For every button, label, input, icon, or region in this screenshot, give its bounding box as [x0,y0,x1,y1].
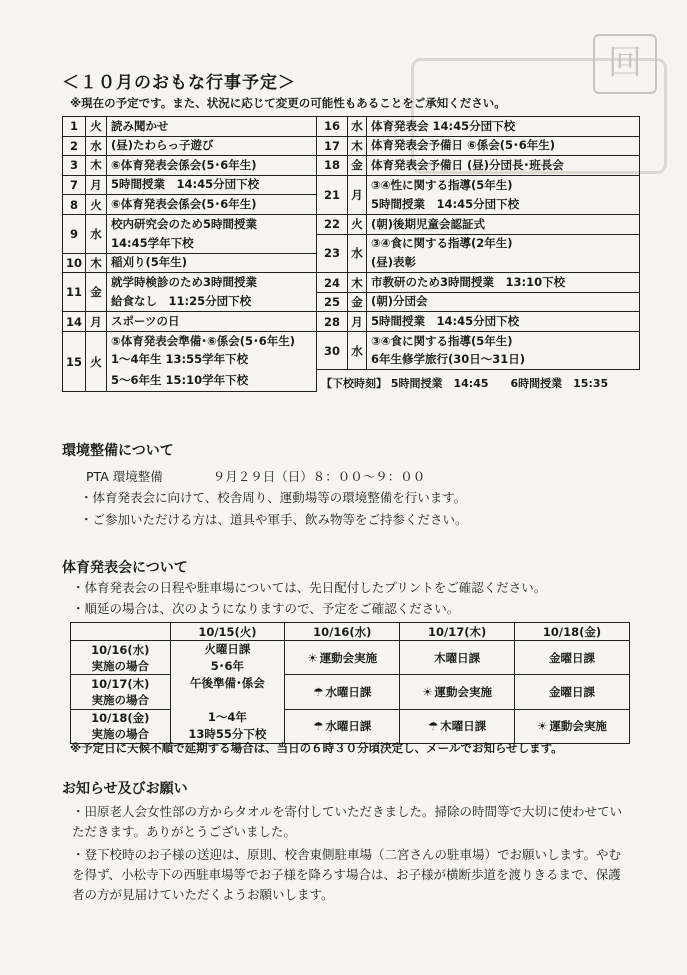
day-cell: 25 [317,292,348,312]
schedule-note: ※現在の予定です。また、状況に応じて変更の可能性もあることをご承知ください。 [70,96,506,110]
env-line1: PTA 環境整備 ９月２９日（日）８：００～９：００ [86,469,426,484]
schedule-table [62,116,640,392]
event-cell: 就学時検診のため3時間授業 [107,273,317,293]
day-cell: 30 [317,332,348,370]
day-cell: 21 [317,175,348,214]
event-cell: 稲刈り(5年生) [107,253,317,273]
day-cell: 14 [63,312,86,332]
schedule-row [63,370,640,392]
env-line2: ・体育発表会に向けて、校舎周り、運動場等の環境整備を行います。 [80,490,467,505]
postpone-note: ※予定日に天候不順で延期する場合は、当日の６時３０分頃決定し、メールでお知らせします。 [70,741,563,755]
event-cell: 5～6年生 15:10学年下校 [107,370,317,392]
schedule-row [63,292,640,312]
day-cell: 23 [317,234,348,273]
cell: ☂ 水曜日課 [285,675,400,709]
row-label: 10/18(金) 実施の場合 [71,709,171,743]
notice-item-2: ・登下校時のお子様の送迎は、原則、校舎東側駐車場（二宮さんの駐車場）でお願いします。やむを得ず、小松寺下の西駐車場等でお子様を降ろす場合は、お子様が横断歩道を渡りきるまで、保護者の方が見届けていただくようお願いします。 [72,847,622,902]
day-cell: 16 [317,117,348,137]
event-cell: 14:45学年下校 [107,234,317,253]
event-cell: ③④性に関する指導(5年生) [367,175,640,195]
sun-icon: ☀ [537,719,548,734]
row-label: 10/16(水) 実施の場合 [71,641,171,675]
schedule-row [63,214,640,234]
weekday-cell: 月 [86,175,107,195]
event-cell: 市教研のため3時間授業 13:10下校 [367,273,640,293]
weekday-cell: 金 [86,273,107,312]
weekday-cell: 火 [86,195,107,215]
day-cell: 1 [63,117,86,137]
weekday-cell: 木 [86,253,107,273]
postpone-table [70,622,630,744]
day-cell: 28 [317,312,348,332]
schedule-row [63,156,640,176]
corner-cell [71,623,171,641]
weekday-cell: 水 [86,136,107,156]
weekday-cell: 木 [348,136,367,156]
schedule-row [63,175,640,195]
weekday-cell: 月 [86,312,107,332]
env-title: 環境整備について [62,443,174,459]
schedule-row [63,312,640,332]
event-cell: ③④食に関する指導(2年生) [367,234,640,253]
event-cell: 読み聞かせ [107,117,317,137]
weekday-cell: 金 [348,292,367,312]
weekday-cell: 水 [348,234,367,273]
event-cell: ⑤体育発表会準備･⑥係会(5･6年生) [107,332,317,351]
weekday-cell: 木 [348,273,367,293]
day-cell: 17 [317,136,348,156]
event-cell: 校内研究会のため5時間授業 [107,214,317,234]
event-cell: ⑥体育発表会係会(5･6年生) [107,195,317,215]
event-cell: (昼)表彰 [367,253,640,273]
sports-line2: ・順延の場合は、次のようになりますので、予定をご確認ください。 [72,601,460,616]
cell: ☀ 運動会実施 [285,641,400,675]
col-1015-cell: 火曜日課 5･6年 午後準備･係会 1～4年 13時55分下校 [170,641,285,744]
day-cell: 24 [317,273,348,293]
event-cell: 給食なし 11:25分団下校 [107,292,317,312]
weekday-cell: 金 [348,156,367,176]
env-line3: ・ご参加いただける方は、道具や軍手、飲み物等をご持参ください。 [80,512,468,527]
header-1015: 10/15(火) [170,623,285,641]
weekday-cell: 水 [348,332,367,370]
schedule-title: ＜１０月のおもな行事予定＞ [62,73,296,93]
schedule-row [63,234,640,253]
cell: ☀ 運動会実施 [515,709,630,743]
header-1018: 10/18(金) [515,623,630,641]
event-cell: (朝)分団会 [367,292,640,312]
event-cell: 体育発表会予備日 (昼)分団長･班長会 [367,156,640,176]
day-cell: 9 [63,214,86,253]
day-cell: 10 [63,253,86,273]
cell: 木曜日課 [400,641,515,675]
cell: ☂ 木曜日課 [400,709,515,743]
event-cell: 1～4年生 13:55学年下校 [107,351,317,370]
event-cell: 5時間授業 14:45分団下校 [107,175,317,195]
umbrella-icon: ☂ [313,719,324,734]
event-cell: スポーツの日 [107,312,317,332]
day-cell: 15 [63,332,86,392]
event-cell: 体育発表会 14:45分団下校 [367,117,640,137]
day-cell: 22 [317,214,348,234]
day-cell: 18 [317,156,348,176]
sun-icon: ☀ [422,684,433,699]
weekday-cell: 水 [348,117,367,137]
day-cell: 8 [63,195,86,215]
dismissal-times: 【下校時刻】 5時間授業 14:45 6時間授業 15:35 [321,376,609,390]
cell: ☀ 運動会実施 [400,675,515,709]
event-cell: (朝)後期児童会認証式 [367,214,640,234]
event-cell: 6年生修学旅行(30日～31日) [367,351,640,370]
cell: 金曜日課 [515,675,630,709]
umbrella-icon: ☂ [313,684,324,699]
weekday-cell: 月 [348,175,367,214]
event-cell: ③④食に関する指導(5年生) [367,332,640,351]
umbrella-icon: ☂ [427,719,439,734]
day-cell: 3 [63,156,86,176]
schedule-row [63,273,640,293]
event-cell: 5時間授業 14:45分団下校 [367,195,640,215]
cell: ☂ 水曜日課 [285,709,400,743]
schedule-row [63,332,640,351]
sports-title: 体育発表会について [62,560,188,576]
header-1016: 10/16(水) [285,623,400,641]
event-cell: 体育発表会予備日 ⑥係会(5･6年生) [367,136,640,156]
weekday-cell: 木 [86,156,107,176]
row-label: 10/17(木) 実施の場合 [71,675,171,709]
day-cell: 7 [63,175,86,195]
weekday-cell: 月 [348,312,367,332]
cell: 金曜日課 [515,641,630,675]
sports-line1: ・体育発表会の日程や駐車場については、先日配付したプリントをご確認ください。 [72,580,547,595]
weekday-cell: 水 [86,214,107,253]
bleed-through-stamp: 回 [593,34,657,94]
schedule-row [63,117,640,137]
day-cell: 2 [63,136,86,156]
sun-icon: ☀ [307,650,318,665]
notice-item-1: ・田原老人会女性部の方からタオルを寄付していただきました。掃除の時間等で大切に使わせていただきます。ありがとうございました。 [72,804,623,839]
event-cell: 5時間授業 14:45分団下校 [367,312,640,332]
day-cell: 11 [63,273,86,312]
weekday-cell: 火 [86,117,107,137]
event-cell: (昼)たわらっ子遊び [107,136,317,156]
notice-title: お知らせ及びお願い [62,781,188,797]
weekday-cell: 火 [86,332,107,392]
weekday-cell: 火 [348,214,367,234]
header-1017: 10/17(木) [400,623,515,641]
schedule-row [63,136,640,156]
event-cell: ⑥体育発表会係会(5･6年生) [107,156,317,176]
